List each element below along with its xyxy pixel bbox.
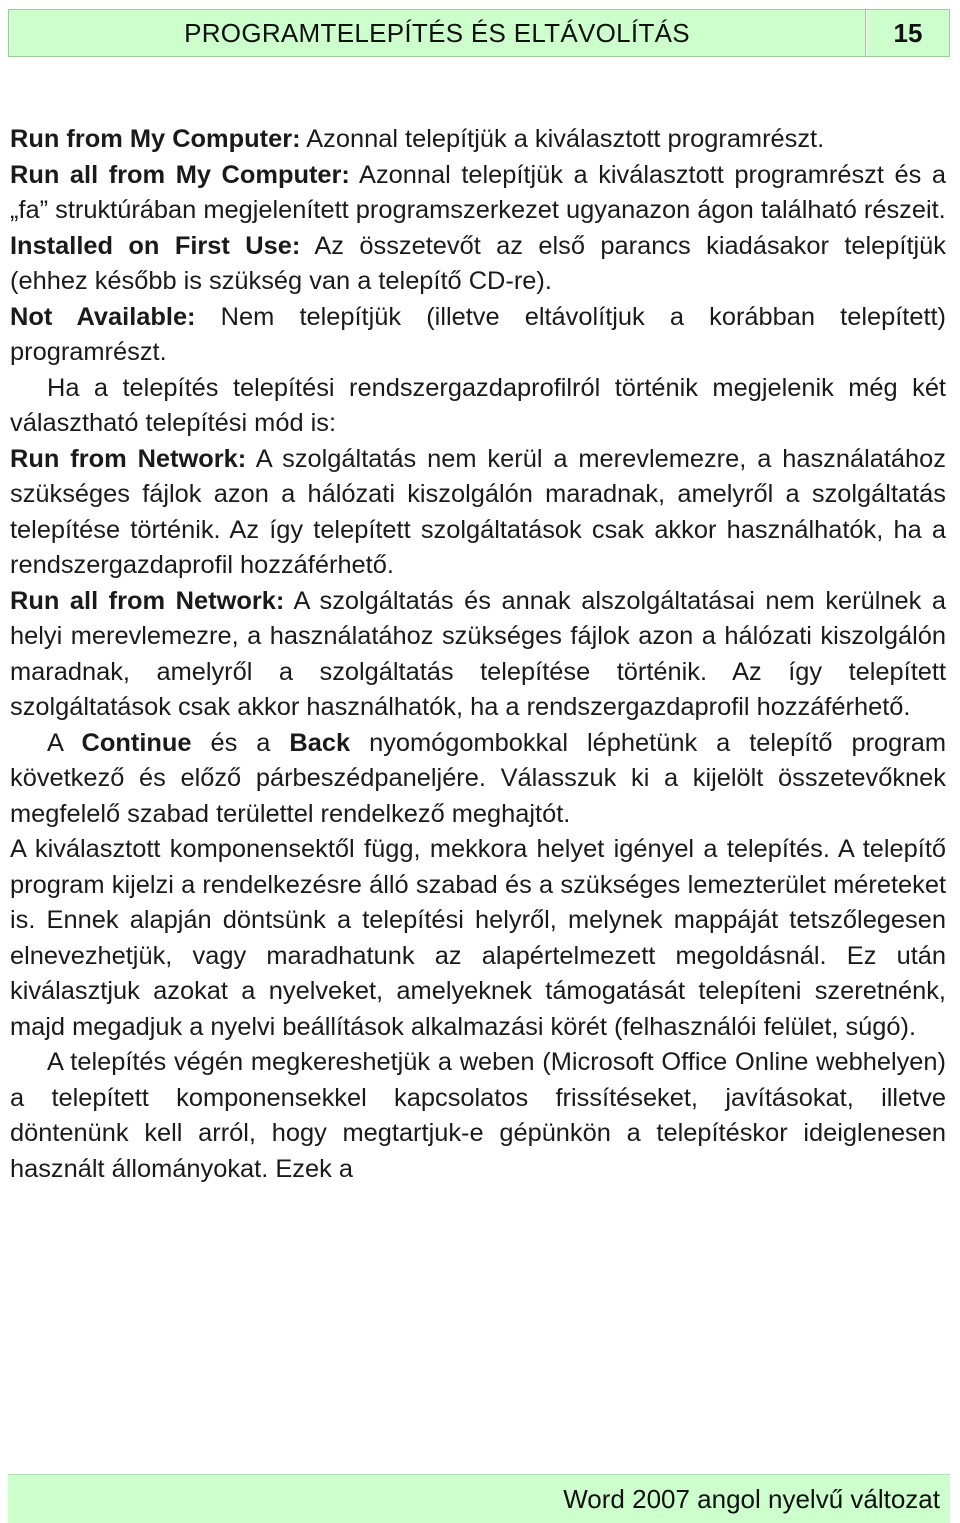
page-footer bbox=[8, 1474, 950, 1523]
term: Not Available: bbox=[10, 302, 196, 331]
paragraph-installed-on-first-use bbox=[10, 229, 946, 300]
paragraph-not-available bbox=[10, 300, 946, 371]
paragraph-components-space: A kiválasztott komponensektől függ, mekkora helyet igényel a telepítés. A telepítő program kijelzi a rendelkezésre álló szabad és a szükséges lemezterület méreteket is. Ennek alapján döntsünk a telepítési helyről, melynek mappáját tetszőlegesen elnevezhetjük, vagy maradhatunk az alapértelmezett megoldásnál. Ez után kiválasztjuk azokat a nyelveket, amelyeknek támogatását telepíteni szeretnénk, majd megadjuk a nyelvi beállítások alkalmazási körét (felhasználói felület, súgó). bbox=[10, 835, 946, 1041]
paragraph-run-from-network bbox=[10, 442, 946, 584]
continue-term: Continue bbox=[81, 728, 192, 757]
paragraph-run-all-from-my-computer bbox=[10, 158, 946, 229]
chapter-title: PROGRAMTELEPÍTÉS ÉS ELTÁVOLÍTÁS bbox=[184, 17, 690, 48]
term: Installed on First Use: bbox=[10, 231, 301, 260]
paragraph-run-all-from-network bbox=[10, 584, 946, 726]
term: Run all from My Computer: bbox=[10, 160, 350, 189]
term: Run all from Network: bbox=[10, 586, 285, 615]
text-mid: és a bbox=[191, 728, 290, 757]
footer-text: Word 2007 angol nyelvű változat bbox=[563, 1484, 940, 1514]
page-body bbox=[10, 122, 946, 1187]
page-header bbox=[8, 9, 950, 57]
definition: Azonnal telepítjük a kiválasztott programrészt és a „fa” struktúrában megjelenített programszerkezet ugyanazon ágon található részeit. bbox=[10, 160, 946, 224]
paragraph-admin-profile: Ha a telepítés telepítési rendszergazdaprofilról történik megjelenik még két választható telepítési mód is: bbox=[10, 373, 946, 437]
definition: Azonnal telepítjük a kiválasztott programrészt. bbox=[300, 125, 825, 153]
page-number: 15 bbox=[893, 17, 923, 48]
definition: Az összetevőt az első parancs kiadásakor telepítjük (ehhez később is szükség van a telepítő CD-re). bbox=[10, 231, 946, 295]
definition: A szolgáltatás nem kerül a merevlemezre, a használatához szükséges fájlok azon a hálózati kiszolgálón maradnak, amelyről a szolgáltatás telepítése történik. Az így telepített szolgáltatások csak akkor használhatók, ha a rendszergazdaprofil hozzáférhető. bbox=[10, 444, 946, 579]
paragraph-end-of-install: A telepítés végén megkereshetjük a weben (Microsoft Office Online webhelyen) a telepített komponensekkel kapcsolatos frissítéseket, javításokat, illetve döntenünk kell arról, hogy megtartjuk-e gépünkön a telepítéskor ideiglenesen használt állományokat. Ezek a bbox=[10, 1048, 946, 1183]
text-rest: nyomógombokkal léphetünk a telepítő program következő és előző párbeszédpaneljére. Válasszuk ki a kijelölt összetevőknek megfelelő szabad területtel rendelkező meghajtót. bbox=[10, 728, 947, 828]
text-pre: A bbox=[47, 728, 82, 757]
term: Run from My Computer: bbox=[10, 125, 301, 153]
definition: A szolgáltatás és annak alszolgáltatásai nem kerülnek a helyi merevlemezre, a használatához szükséges fájlok azon a hálózati kiszolgálón maradnak, amelyről a szolgáltatás telepítése történik. Az így telepített szolgáltatások csak akkor használhatók, ha a rendszergazdaprofil hozzáférhető. bbox=[10, 586, 946, 721]
paragraph-continue-back bbox=[10, 726, 946, 833]
back-term: Back bbox=[289, 728, 351, 757]
term: Run from Network: bbox=[10, 444, 247, 473]
paragraph-run-from-my-computer bbox=[10, 122, 946, 158]
definition: Nem telepítjük (illetve eltávolítjuk a korábban telepített) programrészt. bbox=[10, 302, 947, 366]
